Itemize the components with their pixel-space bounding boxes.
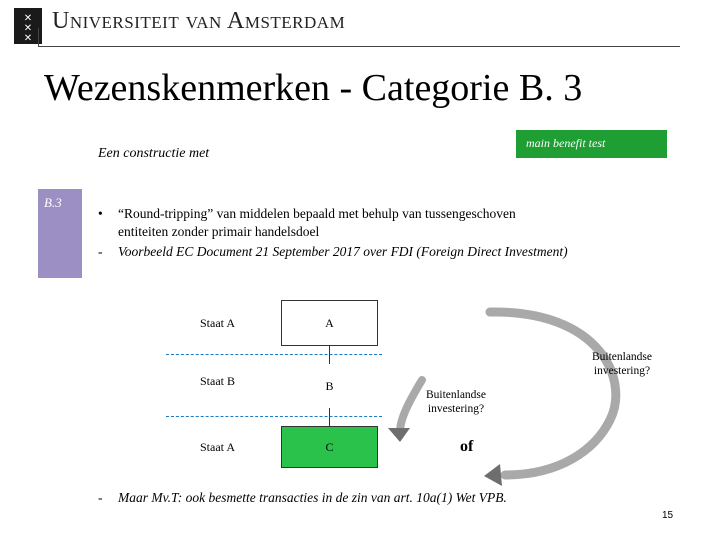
bullet-text: Voorbeeld EC Document 21 September 2017 over FDI (Foreign Direct Investment) — [118, 244, 568, 259]
svg-text:✕: ✕ — [23, 23, 33, 34]
state-label: Staat A — [200, 316, 235, 330]
state-label: Staat A — [200, 440, 235, 454]
footer-text: Maar Mv.T: ook besmette transacties in de zin van art. 10a(1) Wet VPB. — [118, 490, 507, 505]
main-benefit-badge: main benefit test — [516, 130, 667, 158]
page-number: 15 — [662, 510, 674, 521]
slide-title: Wezenskenmerken - Categorie B. 3 — [44, 67, 583, 109]
slide-subtitle: Een constructie met — [98, 146, 210, 161]
bullet-marker: - — [98, 244, 103, 259]
mid-investment-label — [414, 388, 498, 416]
entity-box-c: C — [281, 426, 378, 468]
bullet-text: entiteiten zonder primair handelsdoel — [118, 224, 320, 239]
mid-investment-line1: Buitenlandse — [425, 389, 487, 401]
entity-box-b: B — [325, 378, 334, 393]
category-side-label: B.3 — [38, 189, 82, 278]
footer-note — [98, 490, 507, 506]
right-investment-line1: Buitenlandse — [591, 351, 653, 363]
border-dashed-line — [166, 416, 382, 417]
state-label: Staat B — [200, 374, 235, 388]
right-investment-label — [582, 350, 662, 378]
university-name: Universiteit van Amsterdam — [52, 8, 346, 34]
entity-box-a: A — [281, 300, 378, 346]
right-investment-line2: investering? — [593, 365, 651, 377]
border-dashed-line — [166, 354, 382, 355]
footer-marker: - — [98, 490, 103, 505]
bullet-text: “Round-tripping” van middelen bepaald met behulp van tussengeschoven — [118, 206, 516, 221]
bullet-marker: • — [98, 206, 103, 221]
svg-text:✕: ✕ — [23, 33, 33, 44]
header-rule — [38, 46, 680, 47]
or-label: of — [460, 438, 474, 455]
mid-investment-line2: investering? — [427, 403, 485, 415]
svg-text:✕: ✕ — [23, 13, 33, 24]
header-rule-vertical — [38, 28, 39, 46]
connector-line — [329, 408, 330, 426]
connector-line — [329, 346, 330, 364]
